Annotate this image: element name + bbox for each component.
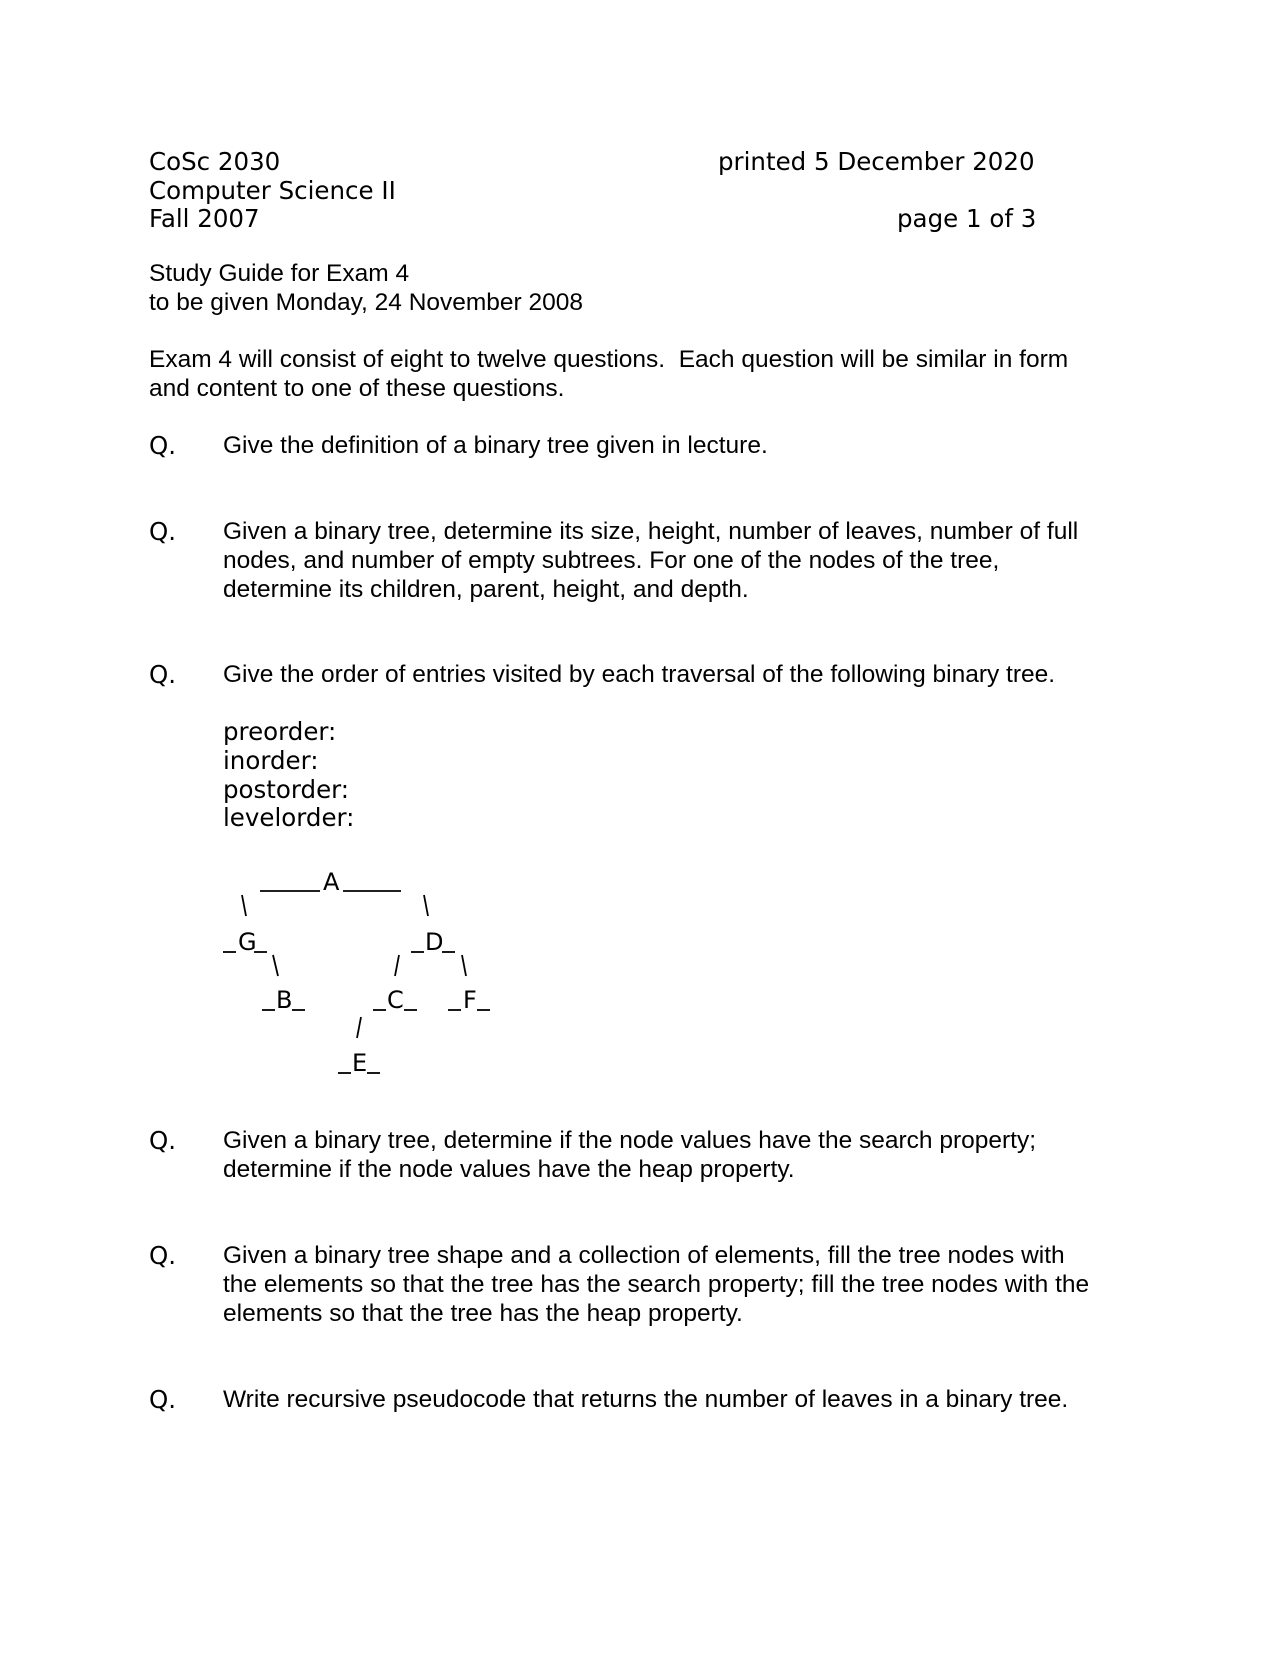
course-code: CoSc 2030 [149,147,281,176]
intro-line-2: and content to one of these questions. [149,375,565,402]
question-marker: Q. [149,431,177,460]
intro-line-1: Exam 4 will consist of eight to twelve questions. Each question will be similar in form [149,346,1069,373]
traversal-inorder: inorder: [223,746,319,775]
tree-node-a: A [323,868,340,896]
question-text: Give the definition of a binary tree given in lecture. [223,432,768,459]
tree-node-g: G [238,928,257,956]
tree-node-e: E [352,1049,368,1077]
question-text: Give the order of entries visited by each traversal of the following binary tree. [223,661,1056,688]
question-text: Write recursive pseudocode that returns the number of leaves in a binary tree. [223,1386,1069,1413]
question-marker: Q. [149,1241,177,1270]
course-name: Computer Science II [149,176,396,205]
question-marker: Q. [149,660,177,689]
document-title: Study Guide for Exam 4 [149,260,410,287]
question-text: Given a binary tree, determine if the node values have the search property; determine if the node values have the heap property. [223,1127,1037,1183]
traversal-levelorder: levelorder: [223,803,355,832]
question-text: Given a binary tree, determine its size, height, number of leaves, number of full nodes, and number of empty subtrees. For one of the nodes of the tree, determine its children, parent, height, and depth. [223,518,1079,603]
question-marker: Q. [149,517,177,546]
traversal-postorder: postorder: [223,775,350,804]
course-term: Fall 2007 [149,204,260,233]
traversal-preorder: preorder: [223,717,337,746]
tree-node-d: D [425,928,444,956]
tree-node-c: C [387,986,404,1014]
page-number: page 1 of 3 [897,204,1037,233]
question-marker: Q. [149,1385,177,1414]
question-marker: Q. [149,1126,177,1155]
document-subtitle: to be given Monday, 24 November 2008 [149,289,584,316]
printed-date: printed 5 December 2020 [718,147,1035,176]
tree-node-b: B [276,986,293,1014]
tree-node-f: F [463,986,477,1014]
question-text: Given a binary tree shape and a collection of elements, fill the tree nodes with the elements so that the tree has the search property; fill the tree nodes with the elements so that the tree has the heap property. [223,1242,1090,1327]
